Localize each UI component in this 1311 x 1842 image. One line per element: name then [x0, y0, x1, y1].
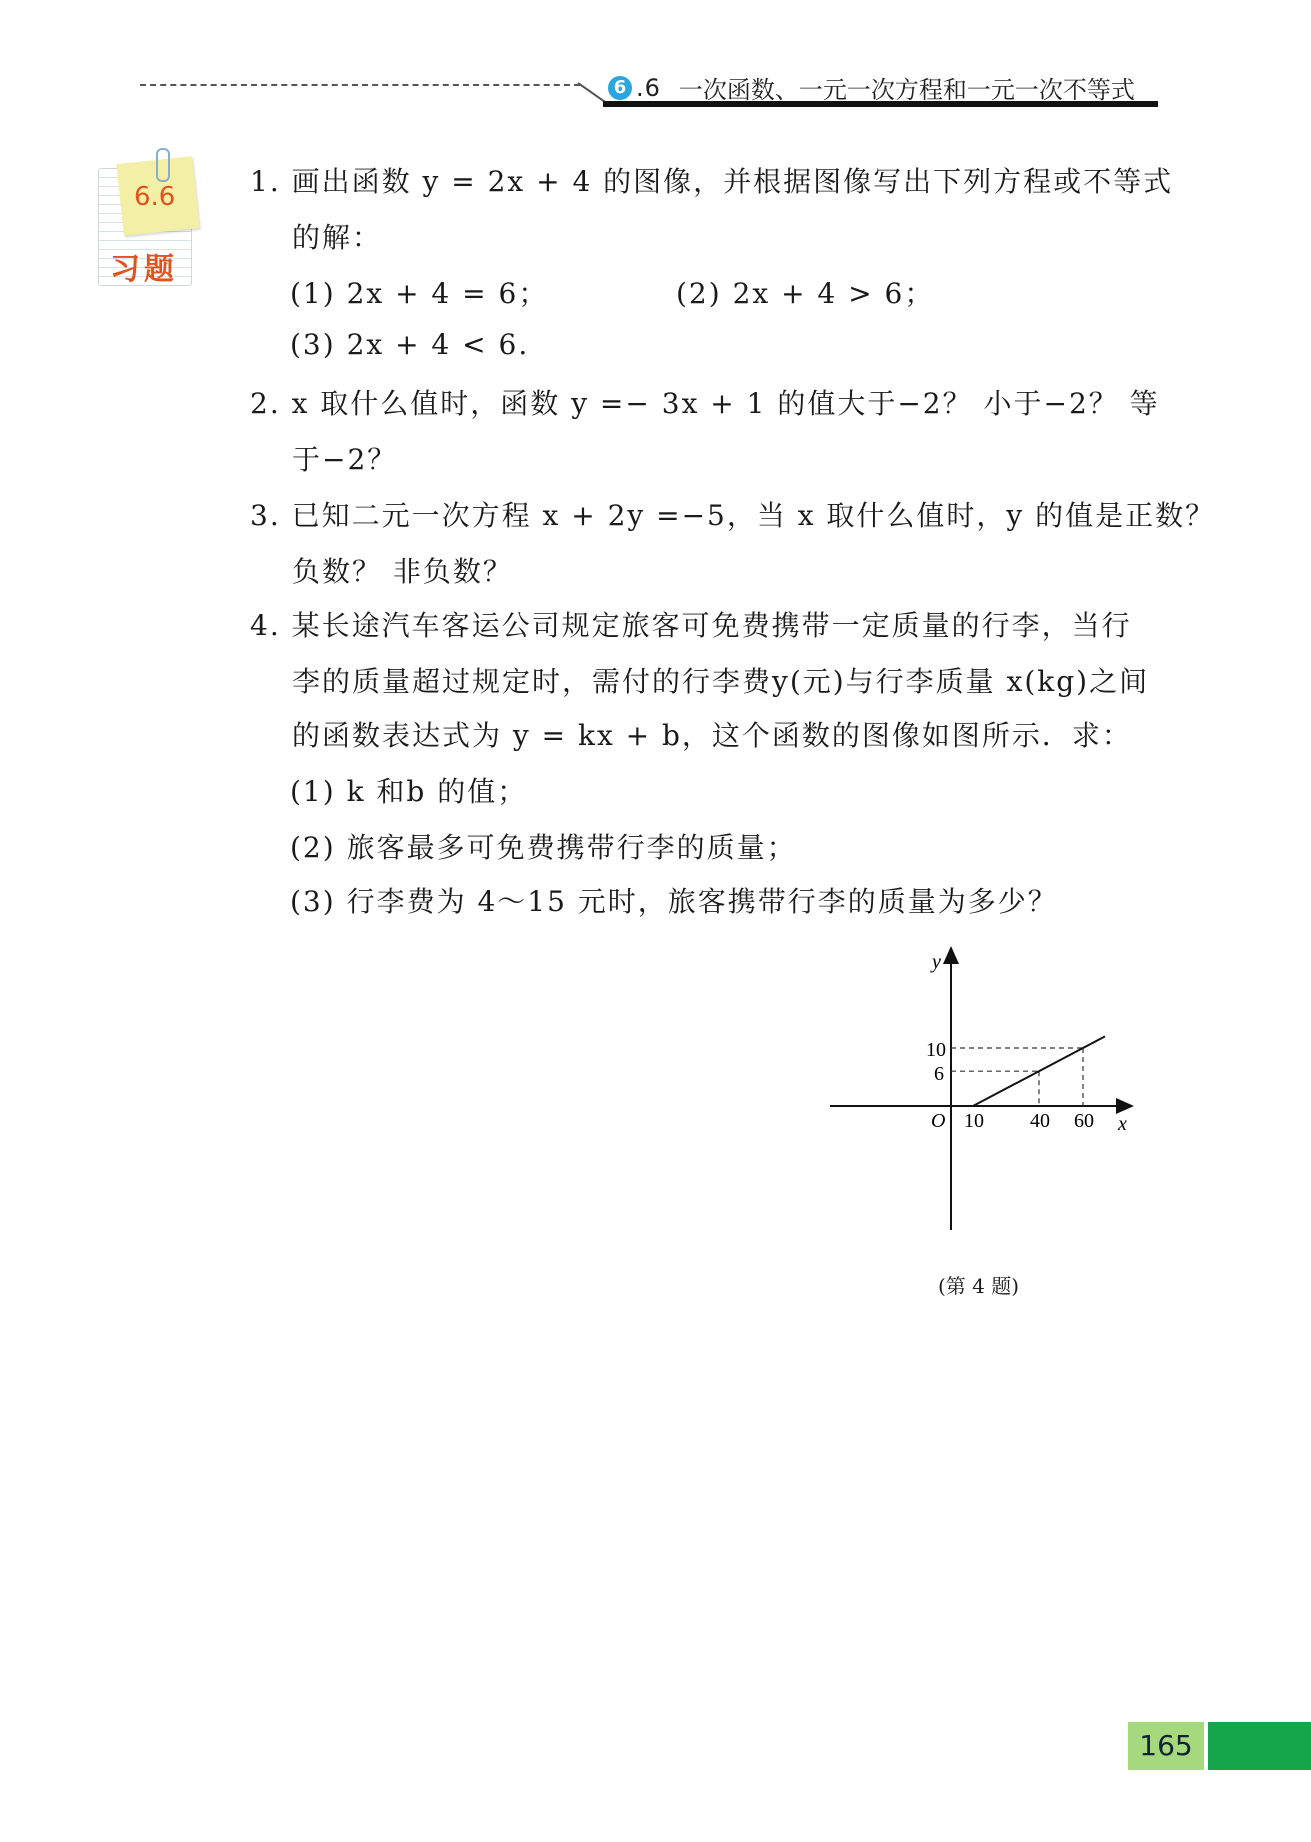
problem-4-part-3: (3) 行李费为 4～15 元时，旅客携带行李的质量为多少？ [290, 885, 1058, 918]
function-line [973, 1036, 1105, 1106]
function-graph [820, 938, 1150, 1238]
x-axis-label: x [1118, 1113, 1127, 1135]
y-tick-label-6: 6 [934, 1063, 944, 1085]
page-number: 165 [1128, 1722, 1204, 1770]
origin-label: O [931, 1110, 946, 1132]
problem-1-part-2: (2) 2x + 4 > 6； [676, 277, 935, 310]
problem-3-line-1: 3. 已知二元一次方程 x + 2y =−5，当 x 取什么值时，y 的值是正数？ [250, 499, 1216, 532]
figure-caption: (第 4 题) [938, 1274, 1020, 1298]
problem-1-part-1: (1) 2x + 4 = 6； [290, 277, 549, 310]
problem-2-line-2: 于−2？ [292, 443, 398, 476]
x-tick-label-60: 60 [1074, 1110, 1094, 1132]
problem-4-line-3: 的函数表达式为 y = kx + b，这个函数的图像如图所示．求： [292, 719, 1132, 752]
y-axis-label: y [932, 951, 941, 973]
running-header [608, 70, 1135, 105]
x-tick-label-10: 10 [964, 1110, 984, 1132]
y-tick-label-10: 10 [926, 1039, 946, 1061]
page-edge-strip [1208, 1722, 1311, 1770]
problem-4-part-2: (2) 旅客最多可免费携带行李的质量； [290, 831, 797, 864]
paperclip-icon [156, 148, 170, 182]
problem-1-part-3: (3) 2x + 4 < 6. [290, 328, 530, 361]
problem-1-line-1: 1. 画出函数 y = 2x + 4 的图像，并根据图像写出下列方程或不等式 [250, 165, 1174, 198]
problem-1-line-2: 的解： [292, 221, 383, 254]
header-dashed-rule [140, 84, 580, 86]
problem-4-part-1: (1) k 和b 的值； [290, 775, 528, 808]
problem-2-line-1: 2. x 取什么值时，函数 y =− 3x + 1 的值大于−2？ 小于−2？ 等 [250, 387, 1160, 420]
section-title: 一次函数、一元一次方程和一元一次不等式 [678, 76, 1135, 104]
section-number-badge: 6 [608, 76, 632, 100]
exercise-number: 6.6 [134, 182, 176, 212]
function-graph-figure [820, 938, 1150, 1238]
problem-4-line-1: 4. 某长途汽车客运公司规定旅客可免费携带一定质量的行李，当行 [250, 609, 1132, 642]
exercise-badge [98, 160, 198, 287]
x-tick-label-40: 40 [1030, 1110, 1050, 1132]
section-number-suffix: .6 [636, 73, 661, 102]
exercise-label: 习题 [110, 252, 178, 287]
problem-3-line-2: 负数？ 非负数？ [292, 555, 513, 588]
problem-4-line-2: 李的质量超过规定时，需付的行李费y(元)与行李质量 x(kg)之间 [292, 665, 1150, 698]
